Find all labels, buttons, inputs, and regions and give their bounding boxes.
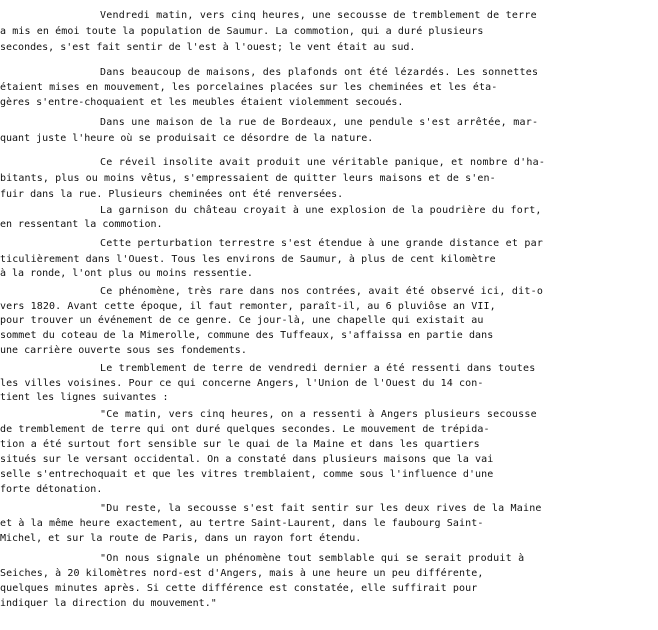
text-line: Le tremblement de terre de vendredi dernier a été ressenti dans toutes bbox=[100, 363, 536, 374]
text-line: gères s'entre-choquaient et les meubles étaient violemment secoués. bbox=[0, 97, 404, 108]
text-line: étaient mises en mouvement, les porcelaines placées sur les cheminées et les éta- bbox=[0, 82, 498, 93]
text-line: une carrière ouverte sous ses fondements. bbox=[0, 345, 247, 356]
quote-line: tion a été surtout fort sensible sur le quai de la Maine et dans les quartiers bbox=[0, 439, 480, 450]
text-line: Dans beaucoup de maisons, des plafonds ont été lézardés. Les sonnettes bbox=[100, 67, 539, 78]
text-line: Ce phénomène, très rare dans nos contrées, avait été observé ici, dit-o bbox=[100, 286, 544, 297]
quote-line: "Ce matin, vers cinq heures, on a ressenti à Angers plusieurs secousse bbox=[100, 409, 537, 420]
quote-line: indiquer la direction du mouvement." bbox=[0, 598, 217, 609]
text-line: Vendredi matin, vers cinq heures, une secousse de tremblement de terre bbox=[100, 10, 537, 21]
quote-line: et à la même heure exactement, au tertre Saint-Laurent, dans le faubourg Saint- bbox=[0, 518, 484, 529]
text-line: fuir dans la rue. Plusieurs cheminées ont été renversées. bbox=[0, 189, 344, 200]
quote-line: "Du reste, la secousse s'est fait sentir sur les deux rives de la Maine bbox=[100, 503, 542, 514]
quote-line: quelques minutes après. Si cette différence est constatée, elle suffirait pour bbox=[0, 583, 478, 594]
text-line: sommet du coteau de la Mimerolle, commune des Tuffeaux, s'affaissa en partie dans bbox=[0, 330, 494, 341]
text-line: en ressentant la commotion. bbox=[0, 219, 163, 230]
text-line: secondes, s'est fait sentir de l'est à l'ouest; le vent était au sud. bbox=[0, 42, 416, 53]
text-line: pour trouver un événement de ce genre. Ce jour-là, une chapelle qui existait au bbox=[0, 315, 484, 326]
text-line: les villes voisines. Pour ce qui concerne Angers, l'Union de l'Ouest du 14 con- bbox=[0, 378, 484, 389]
text-line: quant juste l'heure où se produisait ce désordre de la nature. bbox=[0, 133, 374, 144]
text-line: a mis en émoi toute la population de Saumur. La commotion, qui a duré plusieurs bbox=[0, 26, 484, 37]
text-line: Cette perturbation terrestre s'est étendue à une grande distance et par bbox=[100, 238, 544, 249]
text-line: vers 1820. Avant cette époque, il faut remonter, paraît-il, au 6 pluviôse an VII, bbox=[0, 301, 496, 312]
text-line: Ce réveil insolite avait produit une véritable panique, et nombre d'ha- bbox=[100, 157, 546, 168]
quote-line: Michel, et sur la route de Paris, dans un rayon fort étendu. bbox=[0, 533, 362, 544]
text-line: tient les lignes suivantes : bbox=[0, 392, 169, 403]
text-line: La garnison du château croyait à une explosion de la poudrière du fort, bbox=[100, 205, 542, 216]
quote-line: situés sur le versant occidental. On a constaté dans plusieurs maisons que la vai bbox=[0, 454, 494, 465]
quote-line: de tremblement de terre qui ont duré quelques secondes. Le mouvement de trépida- bbox=[0, 424, 490, 435]
quote-line: Seiches, à 20 kilomètres nord-est d'Angers, mais à une heure un peu différente, bbox=[0, 568, 484, 579]
quote-line: selle s'entrechoquait et que les vitres tremblaient, comme sous l'influence d'une bbox=[0, 469, 494, 480]
text-line: ticulièrement dans l'Ouest. Tous les environs de Saumur, à plus de cent kilomètre bbox=[0, 254, 496, 265]
text-line: bitants, plus ou moins vêtus, s'empressaient de quitter leurs maisons et de s'en- bbox=[0, 173, 496, 184]
text-line: à la ronde, l'ont plus ou moins ressentie. bbox=[0, 268, 253, 279]
quote-line: forte détonation. bbox=[0, 484, 103, 495]
quote-line: "On nous signale un phénomène tout semblable qui se serait produit à bbox=[100, 553, 525, 564]
text-line: Dans une maison de la rue de Bordeaux, une pendule s'est arrêtée, mar- bbox=[100, 117, 539, 128]
